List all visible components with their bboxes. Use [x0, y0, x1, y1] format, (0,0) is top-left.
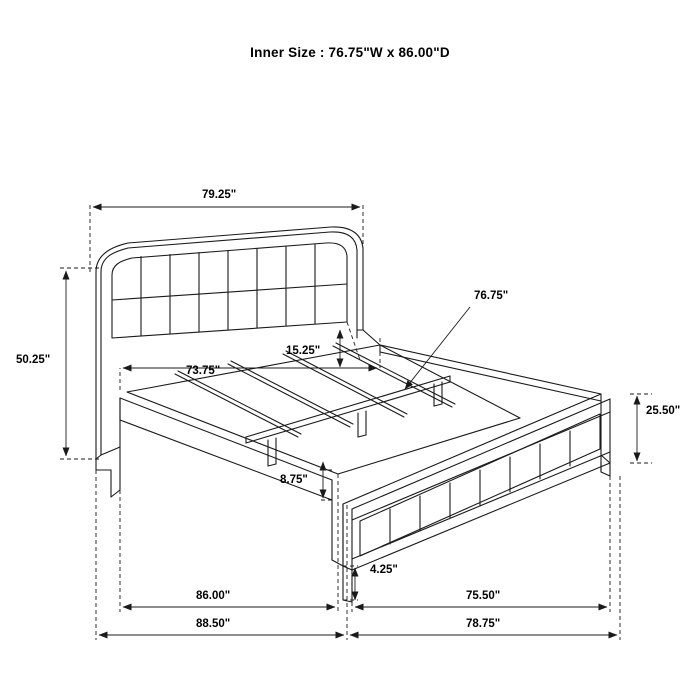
dimension-label-headboard-panel-height: 15.25" — [286, 345, 321, 357]
dimension-label-mattress-width: 76.75" — [474, 290, 509, 302]
dimension-label-deck-height: 8.75" — [280, 474, 308, 486]
dimension-label-side-outer-length: 88.50" — [196, 618, 231, 630]
page-title: Inner Size : 76.75"W x 86.00"D — [250, 45, 450, 60]
dimension-label-inner-rail-width: 73.75" — [186, 365, 221, 377]
dimension-label-footboard-height: 25.50" — [646, 405, 681, 417]
dimension-label-front-inner-length: 75.50" — [466, 590, 501, 602]
dimension-label-headboard-height: 50.25" — [16, 354, 51, 366]
dimension-label-headboard-width: 79.25" — [202, 189, 237, 201]
dimension-label-front-outer-length: 78.75" — [466, 618, 501, 630]
dimension-label-leg-height: 4.25" — [370, 564, 398, 576]
dimension-label-side-inner-length: 86.00" — [196, 590, 231, 602]
